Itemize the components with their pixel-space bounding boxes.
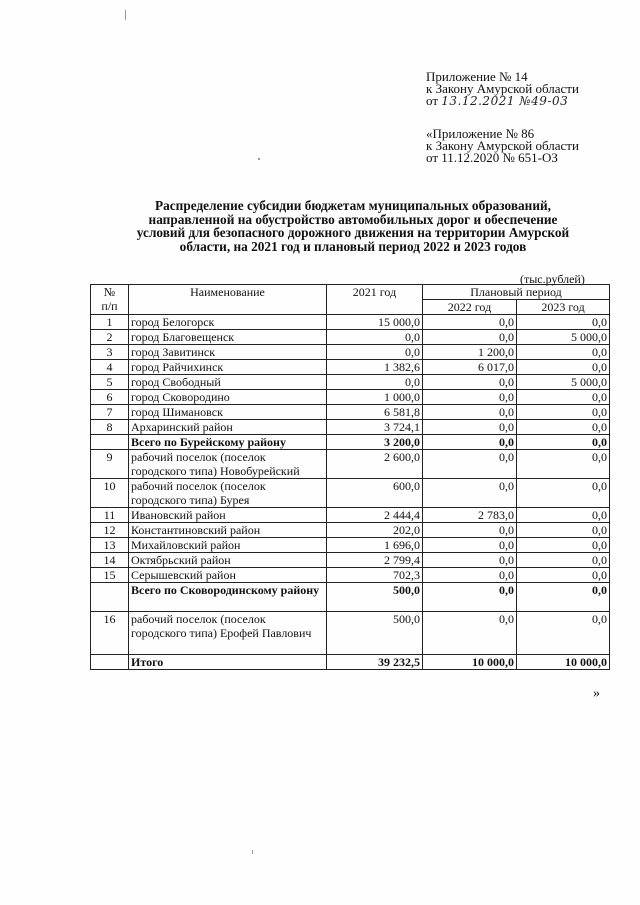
row-name: город Свободный [129,375,327,390]
row-value-2021: 500,0 [327,612,423,655]
scan-mark [252,850,253,854]
table-row [91,655,610,670]
appendix-line: Приложение № 14 [426,69,528,84]
row-value-2023: 0,0 [517,390,610,405]
table-row [91,538,610,553]
title-line: направленной на обустройство автомобильных дорог и обеспечение [148,211,558,227]
row-value-2022: 0,0 [423,612,517,655]
row-value-2023: 5 000,0 [517,375,610,390]
row-value-2022: 0,0 [423,315,517,330]
scan-mark [125,10,126,20]
row-number: 16 [91,612,129,655]
header-num-line2: п/п [101,299,118,313]
row-number [91,435,129,450]
row-value-2021: 2 444,4 [327,508,423,523]
appendix-line: «Приложение № 86 [426,126,535,141]
row-value-2021: 1 696,0 [327,538,423,553]
row-number [91,655,129,670]
row-value-2021: 3 200,0 [327,435,423,450]
appendix-line: к Закону Амурской области [426,138,579,153]
header-name: Наименование [129,285,327,315]
row-value-2023: 0,0 [517,583,610,612]
row-value-2022: 0,0 [423,538,517,553]
row-number: 1 [91,315,129,330]
row-name: рабочий поселок (поселок городского типа) Ерофей Павлович [129,612,327,655]
row-name: рабочий поселок (поселок городского типа) Новобурейский [129,450,327,479]
subsidy-table [90,284,610,670]
row-value-2021: 15 000,0 [327,315,423,330]
row-value-2022: 1 200,0 [423,345,517,360]
row-number: 14 [91,553,129,568]
row-value-2021: 0,0 [327,375,423,390]
header-2023: 2023 год [517,300,610,315]
row-number: 15 [91,568,129,583]
table-row [91,420,610,435]
row-value-2023: 0,0 [517,360,610,375]
row-value-2022: 0,0 [423,568,517,583]
row-number: 8 [91,420,129,435]
row-value-2023: 0,0 [517,553,610,568]
row-number: 11 [91,508,129,523]
row-name: город Шимановск [129,405,327,420]
row-name: Серышевский район [129,568,327,583]
original-appendix-block [426,128,579,164]
row-value-2022: 0,0 [423,450,517,479]
row-value-2023: 0,0 [517,405,610,420]
row-number: 7 [91,405,129,420]
table-row [91,583,610,612]
row-number: 2 [91,330,129,345]
table-row [91,330,610,345]
row-name: город Благовещенск [129,330,327,345]
row-value-2021: 202,0 [327,523,423,538]
row-name: Всего по Бурейскому району [129,435,327,450]
row-value-2021: 0,0 [327,345,423,360]
table-row [91,375,610,390]
row-value-2023: 5 000,0 [517,330,610,345]
row-number: 4 [91,360,129,375]
table-row [91,508,610,523]
appendix-date-line [426,95,579,107]
title-line: условий для безопасного дорожного движения на территории Амурской [136,225,570,240]
row-value-2023: 0,0 [517,315,610,330]
header-planned-period: Плановый период [423,285,610,300]
row-value-2022: 0,0 [423,523,517,538]
row-name: город Белогорск [129,315,327,330]
row-value-2022: 0,0 [423,583,517,612]
row-name: Константиновский район [129,523,327,538]
row-name: Всего по Сковородинскому району [129,583,327,612]
row-value-2021: 2 799,4 [327,553,423,568]
table-row [91,523,610,538]
row-name: Ивановский район [129,508,327,523]
row-name: Октябрьский район [129,553,327,568]
table-row [91,435,610,450]
row-value-2023: 0,0 [517,523,610,538]
row-name: город Райчихинск [129,360,327,375]
row-value-2023: 0,0 [517,538,610,553]
appendix-line: от 11.12.2020 № 651-ОЗ [426,150,558,165]
row-number: 13 [91,538,129,553]
table-row [91,315,610,330]
row-value-2021: 6 581,8 [327,405,423,420]
row-value-2021: 1 382,6 [327,360,423,375]
row-value-2021: 39 232,5 [327,655,423,670]
row-number: 9 [91,450,129,479]
row-number [91,583,129,612]
row-value-2023: 0,0 [517,479,610,508]
row-value-2023: 0,0 [517,420,610,435]
row-name: Михайловский район [129,538,327,553]
scan-mark [258,158,260,160]
row-value-2022: 0,0 [423,479,517,508]
row-number: 6 [91,390,129,405]
row-value-2022: 0,0 [423,390,517,405]
title-line: области, на 2021 год и плановый период 2022 и 2023 годов [179,238,527,254]
row-value-2023: 0,0 [517,508,610,523]
table-row [91,360,610,375]
appendix-line: к Закону Амурской области [426,81,579,96]
row-name: Архаринский район [129,420,327,435]
table-body [91,315,610,670]
handwritten-date-number: 13.12.2021 №49-03 [441,94,569,108]
units-label: (тыс.рублей) [520,272,585,286]
row-value-2021: 0,0 [327,330,423,345]
row-value-2022: 10 000,0 [423,655,517,670]
row-value-2023: 0,0 [517,435,610,450]
row-value-2021: 1 000,0 [327,390,423,405]
header-num-line1: № [103,285,116,299]
row-name: рабочий поселок (поселок городского типа) Бурея [129,479,327,508]
appendix-date-prefix: от [426,93,439,108]
row-value-2021: 2 600,0 [327,450,423,479]
row-value-2023: 0,0 [517,568,610,583]
title-line: Распределение субсидии бюджетам муниципальных образований, [155,198,551,213]
row-value-2023: 0,0 [517,612,610,655]
row-number: 10 [91,479,129,508]
row-value-2021: 500,0 [327,583,423,612]
row-number: 3 [91,345,129,360]
table-row [91,553,610,568]
table-row [91,450,610,479]
row-value-2022: 6 017,0 [423,360,517,375]
row-name: город Завитинск [129,345,327,360]
row-value-2021: 600,0 [327,479,423,508]
row-number: 5 [91,375,129,390]
row-name: Итого [129,655,327,670]
table-row [91,612,610,655]
document-title [88,199,618,253]
table-row [91,568,610,583]
table-row [91,405,610,420]
row-value-2022: 0,0 [423,405,517,420]
row-value-2022: 0,0 [423,553,517,568]
table-row [91,479,610,508]
row-value-2021: 702,3 [327,568,423,583]
table-row [91,345,610,360]
header-num [91,285,129,315]
header-2021: 2021 год [327,285,423,315]
row-name: город Сковородино [129,390,327,405]
table-row [91,390,610,405]
row-value-2022: 0,0 [423,420,517,435]
header-2022: 2022 год [423,300,517,315]
row-value-2021: 3 724,1 [327,420,423,435]
appendix-block [426,71,579,107]
row-value-2022: 0,0 [423,435,517,450]
row-value-2023: 0,0 [517,345,610,360]
row-value-2022: 2 783,0 [423,508,517,523]
row-number: 12 [91,523,129,538]
row-value-2023: 10 000,0 [517,655,610,670]
closing-quote: » [593,686,600,701]
row-value-2023: 0,0 [517,450,610,479]
row-value-2022: 0,0 [423,375,517,390]
row-value-2022: 0,0 [423,330,517,345]
